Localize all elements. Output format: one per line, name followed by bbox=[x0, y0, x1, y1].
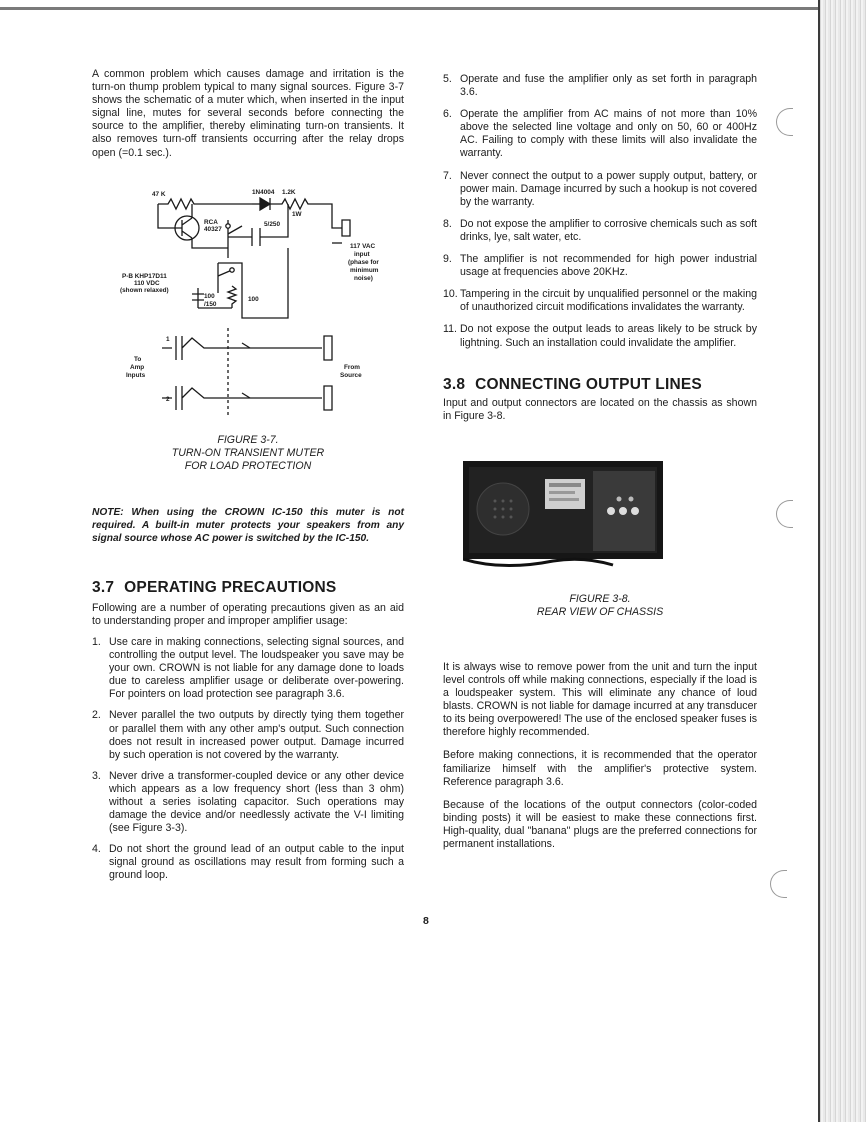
label-ac-4: minimum bbox=[350, 266, 379, 274]
rear-chassis-photo bbox=[463, 461, 663, 571]
label-r2-watt: 1W bbox=[292, 210, 302, 218]
section-3-8-heading bbox=[443, 375, 757, 393]
label-to-2: Amp bbox=[130, 363, 145, 371]
caption-line: FIGURE 3-8. bbox=[569, 592, 631, 605]
label-r2: 1.2K bbox=[282, 188, 296, 196]
list-item: 4. Do not short the ground lead of an output cable to the input signal ground as oscillations may result from forming such a ground loop. bbox=[92, 843, 404, 882]
list-item: 7. Never connect the output to a power supply output, battery, or power main. Damage incurred by such a hookup is not covered by the warranty. bbox=[443, 169, 757, 208]
list-item: 5. Operate and fuse the amplifier only as set forth in paragraph 3.6. bbox=[443, 73, 757, 99]
note: NOTE: When using the CROWN IC-150 this muter is not required. A built-in muter protects your speakers from any signal source whose AC power is switched by the IC-150. bbox=[92, 506, 404, 544]
right-column bbox=[443, 73, 757, 851]
list-item: 11. Do not expose the output leads to areas likely to be struck by lightning. Such an installation could invalidate the amplifier. bbox=[443, 323, 757, 349]
section-3-7-intro: Following are a number of operating precautions given as an aid to understanding proper and improper amplifier usage: bbox=[92, 601, 404, 627]
top-rule bbox=[0, 7, 818, 10]
list-item: 8. Do not expose the amplifier to corrosive chemicals such as soft drinks, lye, salt water, etc. bbox=[443, 217, 757, 243]
page-edge-scan bbox=[818, 0, 866, 1122]
label-transistor: RCA bbox=[204, 218, 218, 226]
label-to-1: To bbox=[134, 355, 142, 363]
label-ch2: 2 bbox=[166, 395, 170, 403]
paragraph: It is always wise to remove power from the unit and turn the input level controls off while making connections, especially if the load is a loudspeaker system. This will eliminate any chance of loud blasts. CROWN is not liable for damage incurred at any transducer to its being overpowered! The use of the enclosed speaker fuses is therefore highly recommended. bbox=[443, 660, 757, 739]
label-r3: 100 bbox=[248, 295, 259, 303]
figure-3-7-caption bbox=[92, 434, 404, 473]
label-relay-1: P-B KHP17D11 bbox=[122, 272, 167, 280]
label-from-1: From bbox=[344, 363, 360, 371]
section-number: 3.8 bbox=[443, 375, 466, 393]
label-ac-3: (phase for bbox=[348, 258, 379, 266]
caption-line: REAR VIEW OF CHASSIS bbox=[536, 605, 664, 618]
page-number: 8 bbox=[423, 915, 429, 927]
muter-schematic bbox=[92, 168, 404, 428]
list-item: 2. Never parallel the two outputs by directly tying them together or parallel them with any other amp's output. Such connection does not result in increased power output. Damage incurred by such operation is not covered by the warranty. bbox=[92, 709, 404, 761]
label-relay-2: 110 VDC bbox=[134, 279, 160, 287]
label-from-2: Source bbox=[340, 371, 362, 379]
label-ch1: 1 bbox=[166, 335, 170, 343]
label-ac-1: 117 VAC bbox=[350, 242, 376, 250]
label-cap2-a: 100 bbox=[204, 292, 215, 300]
label-ac-2: input bbox=[354, 250, 370, 258]
label-r1: 47 K bbox=[152, 190, 166, 198]
list-item: 6. Operate the amplifier from AC mains of not more than 10% above the selected line voltage and only on 50, 60 or 400Hz AC. Failing to comply with these limits will also invalidate the warranty. bbox=[443, 108, 757, 160]
label-relay-3: (shown relaxed) bbox=[120, 286, 169, 294]
figure-3-8-caption bbox=[443, 593, 757, 619]
label-cap2-b: /150 bbox=[204, 300, 217, 308]
list-item: 3. Never drive a transformer-coupled device or any other device which appears as a low frequency short (less than 3 ohm) without a series isolating capacitor. Such operations may damage the device and/or needlessly activate the V-I limiting (see Figure 3-3). bbox=[92, 769, 404, 835]
section-title: OPERATING PRECAUTIONS bbox=[124, 578, 337, 596]
section-number: 3.7 bbox=[92, 578, 115, 596]
list-item: 9. The amplifier is not recommended for high power industrial usage at frequencies above 20KHz. bbox=[443, 253, 757, 279]
list-item: 1. Use care in making connections, selecting signal sources, and controlling the output level. The loudspeaker you save may be your own. CROWN is not liable for any damage done to loads due to careless amplifier usage or deliberate over-powering. For pointers on load protection see paragraph 3.6. bbox=[92, 635, 404, 701]
label-cap: 5/250 bbox=[264, 220, 280, 228]
binder-hole-mark bbox=[776, 108, 793, 136]
label-to-3: Inputs bbox=[126, 371, 146, 379]
section-title: CONNECTING OUTPUT LINES bbox=[475, 375, 702, 393]
caption-line: FIGURE 3-7. bbox=[217, 433, 279, 446]
label-ac-5: noise) bbox=[354, 274, 373, 282]
section-3-7-heading bbox=[92, 578, 404, 596]
binder-hole-mark bbox=[770, 870, 787, 898]
section-3-8-intro: Input and output connectors are located on the chassis as shown in Figure 3-8. bbox=[443, 396, 757, 422]
page-edge-line bbox=[818, 0, 820, 1122]
list-item: 10. Tampering in the circuit by unqualified personnel or the making of unauthorized circuit modifications invalidates the warranty. bbox=[443, 288, 757, 314]
left-column bbox=[92, 68, 404, 883]
paragraph: Before making connections, it is recommended that the operator familiarize himself with the amplifier's protective system. Reference paragraph 3.6. bbox=[443, 749, 757, 788]
label-diode: 1N4004 bbox=[252, 188, 275, 196]
caption-line: FOR LOAD PROTECTION bbox=[184, 459, 312, 472]
precautions-list-right bbox=[443, 73, 757, 350]
precautions-list-left bbox=[92, 636, 404, 883]
intro-paragraph: A common problem which causes damage and irritation is the turn-on thump problem typical to many signal sources. Figure 3-7 shows the schematic of a muter which, when inserted in the input signal line, mutes for several seconds before connecting the source to the amplifier, thereby eliminating turn-on transients. It also removes turn-off transients occurring after the relay drops open (=0.1 sec.). bbox=[92, 68, 404, 159]
binder-hole-mark bbox=[776, 500, 793, 528]
paragraph: Because of the locations of the output connectors (color-coded binding posts) it will be easiest to make these connections first. High-quality, dual "banana" plugs are the preferred connections for permanent installations. bbox=[443, 798, 757, 850]
caption-line: TURN-ON TRANSIENT MUTER bbox=[171, 446, 325, 459]
label-transistor-num: 40327 bbox=[204, 225, 222, 233]
